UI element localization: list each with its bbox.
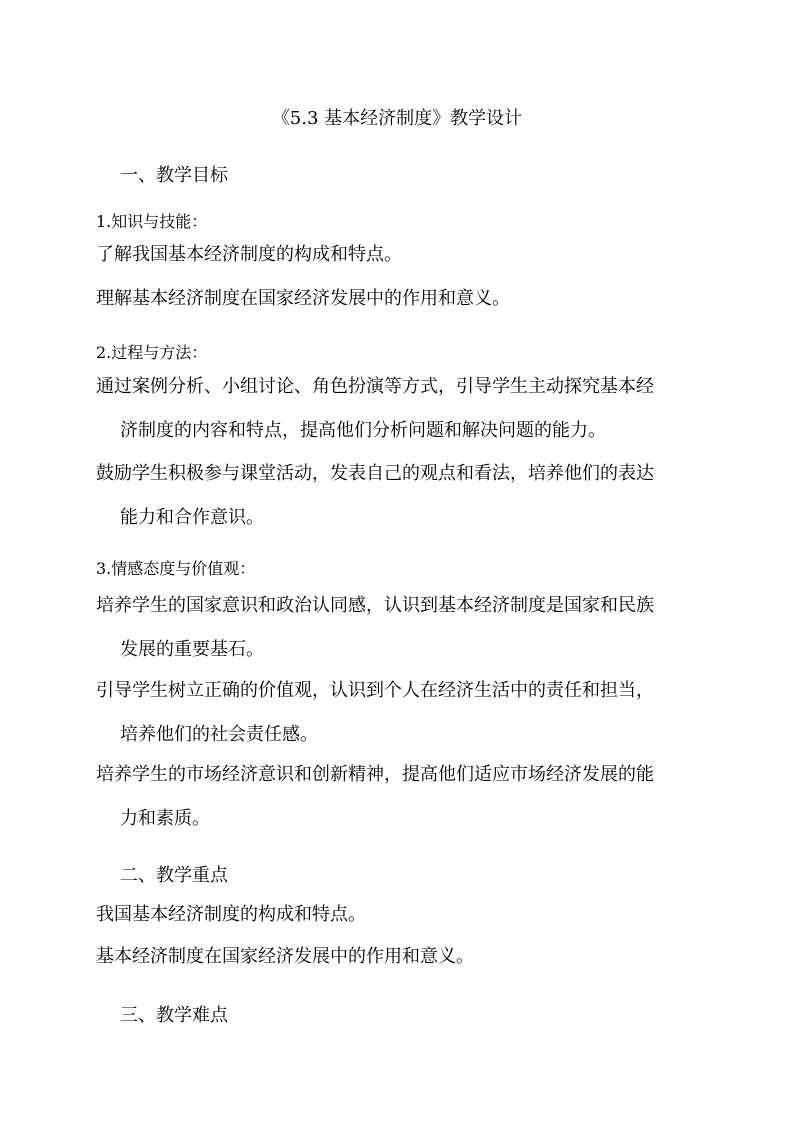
paragraph: [96, 893, 696, 937]
paragraph-line: 通过案例分析、小组讨论、角色扮演等方式，引导学生主动探究基本经: [96, 376, 654, 397]
paragraph-line: 理解基本经济制度在国家经济发展中的作用和意义。: [96, 288, 510, 309]
subheading-knowledge-skills: 1.知识与技能：: [96, 212, 208, 231]
paragraph: [96, 753, 696, 841]
paragraph: [96, 669, 696, 757]
paragraph-line: 培养学生的市场经济意识和创新精神，提高他们适应市场经济发展的能: [96, 764, 654, 785]
paragraph-line: 基本经济制度在国家经济发展中的作用和意义。: [96, 946, 474, 967]
paragraph-line: 力和素质。: [120, 808, 210, 829]
paragraph-line: 引导学生树立正确的价值观，认识到个人在经济生活中的责任和担当，: [96, 680, 654, 701]
paragraph: [96, 452, 696, 540]
document-title: 《5.3 基本经济制度》教学设计: [271, 108, 523, 129]
paragraph: [96, 584, 696, 672]
section-heading-key-points: 二、教学重点: [120, 865, 228, 886]
paragraph: [96, 233, 696, 277]
paragraph-line: 能力和合作意识。: [120, 507, 264, 528]
paragraph-line: 发展的重要基石。: [120, 639, 264, 660]
paragraph: [96, 935, 696, 979]
paragraph-line: 我国基本经济制度的构成和特点。: [96, 904, 366, 925]
paragraph-line: 济制度的内容和特点，提高他们分析问题和解决问题的能力。: [120, 420, 606, 441]
subheading-process-methods: 2.过程与方法：: [96, 343, 208, 362]
paragraph: [96, 277, 696, 321]
paragraph-line: 了解我国基本经济制度的构成和特点。: [96, 244, 402, 265]
section-heading-objectives: 一、教学目标: [120, 165, 228, 186]
paragraph-line: 鼓励学生积极参与课堂活动，发表自己的观点和看法，培养他们的表达: [96, 463, 654, 484]
paragraph: [96, 365, 696, 453]
paragraph-line: 培养学生的国家意识和政治认同感，认识到基本经济制度是国家和民族: [96, 595, 654, 616]
section-heading-difficulties: 三、教学难点: [120, 1005, 228, 1026]
subheading-emotion-values: 3.情感态度与价值观：: [96, 559, 256, 578]
paragraph-line: 培养他们的社会责任感。: [120, 724, 318, 745]
